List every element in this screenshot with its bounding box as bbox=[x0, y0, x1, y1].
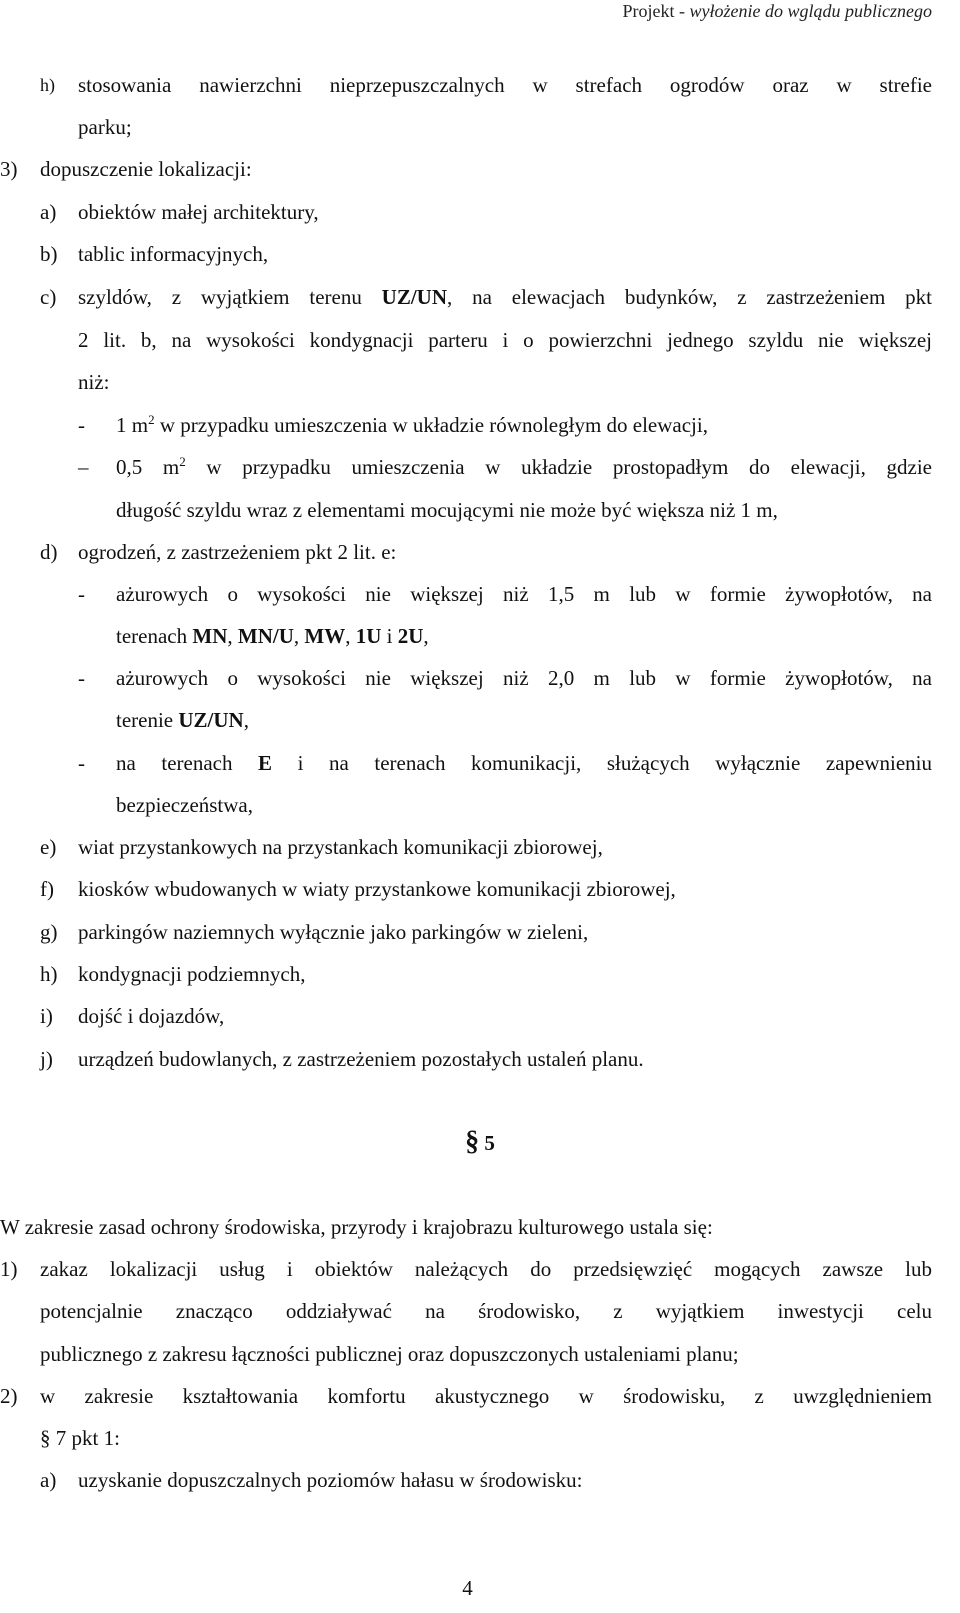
list-label: h) bbox=[40, 75, 55, 95]
text-run: , bbox=[227, 624, 238, 648]
text-run: 0,5 m bbox=[116, 455, 180, 479]
list-label: 2) bbox=[0, 1384, 18, 1408]
paragraph-text: W zakresie zasad ochrony środowiska, przyrody i krajobrazu kulturowego ustala się: bbox=[0, 1215, 713, 1239]
text-run: w przypadku umieszczenia w układzie prostopadłym do elewacji, gdzie bbox=[185, 455, 932, 479]
list-label: g) bbox=[40, 920, 58, 944]
list-text: długość szyldu wraz z elementami mocującymi nie może być większa niż 1 m, bbox=[116, 498, 778, 522]
list-text: wiat przystankowych na przystankach komunikacji zbiorowej, bbox=[78, 835, 603, 859]
list-text: kiosków wbudowanych w wiaty przystankowe komunikacji zbiorowej, bbox=[78, 877, 676, 901]
list-label: a) bbox=[40, 200, 57, 224]
list-text: 2 lit. b, na wysokości kondygnacji parteru i o powierzchni jednego szyldu nie większej bbox=[78, 328, 932, 352]
section-heading bbox=[0, 1128, 960, 1157]
list-text: potencjalnie znacząco oddziaływać na środowisko, z wyjątkiem inwestycji celu bbox=[40, 1299, 932, 1323]
list-label: c) bbox=[40, 285, 57, 309]
list-text: kondygnacji podziemnych, bbox=[78, 962, 306, 986]
text-run: , bbox=[243, 708, 249, 732]
section-number: 5 bbox=[479, 1131, 495, 1155]
list-label: - bbox=[78, 582, 85, 606]
list-label: - bbox=[78, 666, 85, 690]
text-run: i na terenach komunikacji, służących wyłącznie zapewnieniu bbox=[272, 751, 932, 775]
list-text bbox=[116, 706, 932, 734]
header-prefix: Projekt - bbox=[622, 1, 690, 21]
list-text: obiektów małej architektury, bbox=[78, 200, 319, 224]
list-label: h) bbox=[40, 962, 58, 986]
list-text: ażurowych o wysokości nie większej niż 1,5 m lub w formie żywopłotów, na bbox=[116, 582, 932, 606]
list-label: b) bbox=[40, 242, 58, 266]
list-text: parku; bbox=[78, 115, 132, 139]
list-label: j) bbox=[40, 1047, 53, 1071]
zone-code: 2U bbox=[397, 624, 424, 648]
list-text: § 7 pkt 1: bbox=[40, 1426, 120, 1450]
zone-code: MN/U bbox=[237, 624, 294, 648]
list-text: niż: bbox=[78, 370, 110, 394]
list-label: e) bbox=[40, 835, 57, 859]
list-text: bezpieczeństwa, bbox=[116, 793, 254, 817]
superscript: 2 bbox=[179, 454, 186, 469]
list-label: a) bbox=[40, 1468, 57, 1492]
list-text: zakaz lokalizacji usług i obiektów należących do przedsięwzięć mogących zawsze lub bbox=[40, 1257, 932, 1281]
list-label: i) bbox=[40, 1004, 53, 1028]
text-run: terenie bbox=[116, 708, 179, 732]
list-text: parkingów naziemnych wyłącznie jako parkingów w zieleni, bbox=[78, 920, 589, 944]
list-label: d) bbox=[40, 540, 58, 564]
list-text: urządzeń budowlanych, z zastrzeżeniem pozostałych ustaleń planu. bbox=[78, 1047, 644, 1071]
list-text: ogrodzeń, z zastrzeżeniem pkt 2 lit. e: bbox=[78, 540, 397, 564]
text-run: , bbox=[293, 624, 305, 648]
list-text: dojść i dojazdów, bbox=[78, 1004, 225, 1028]
list-text: uzyskanie dopuszczalnych poziomów hałasu w środowisku: bbox=[78, 1468, 583, 1492]
list-text bbox=[116, 749, 932, 777]
text-run: szyldów, z wyjątkiem terenu bbox=[78, 285, 382, 309]
list-text: stosowania nawierzchni nieprzepuszczalnych w strefach ogrodów oraz w strefie bbox=[78, 73, 932, 97]
zone-code: 1U bbox=[355, 624, 382, 648]
list-text bbox=[116, 453, 932, 481]
list-text: dopuszczenie lokalizacji: bbox=[40, 157, 252, 181]
text-run: i bbox=[381, 624, 398, 648]
list-label: – bbox=[78, 455, 89, 479]
page-number: 4 bbox=[462, 1576, 473, 1600]
text-run: , na elewacjach budynków, z zastrzeżeniem pkt bbox=[447, 285, 932, 309]
zone-code: MN bbox=[192, 624, 228, 648]
text-run: terenach bbox=[116, 624, 193, 648]
list-text bbox=[116, 411, 932, 439]
list-text: publicznego z zakresu łączności publicznej oraz dopuszczonych ustaleniami planu; bbox=[40, 1342, 739, 1366]
text-run: , bbox=[423, 624, 429, 648]
section-sign: § bbox=[465, 1126, 480, 1157]
text-run: w przypadku umieszczenia w układzie równoległym do elewacji, bbox=[154, 413, 708, 437]
list-text: tablic informacyjnych, bbox=[78, 242, 269, 266]
zone-code: UZ/UN bbox=[381, 285, 448, 309]
list-text: ażurowych o wysokości nie większej niż 2,0 m lub w formie żywopłotów, na bbox=[116, 666, 932, 690]
list-text bbox=[78, 283, 932, 311]
text-run: 1 m bbox=[116, 413, 149, 437]
list-label: f) bbox=[40, 877, 54, 901]
header-status: wyłożenie do wglądu publicznego bbox=[689, 1, 932, 21]
list-label: 1) bbox=[0, 1257, 18, 1281]
page-header bbox=[623, 0, 932, 22]
list-text: w zakresie kształtowania komfortu akustycznego w środowisku, z uwzględnieniem bbox=[40, 1384, 932, 1408]
list-text bbox=[116, 622, 932, 650]
text-run: , bbox=[345, 624, 356, 648]
text-run: na terenach bbox=[116, 751, 259, 775]
zone-code: E bbox=[258, 751, 273, 775]
superscript: 2 bbox=[148, 412, 155, 427]
zone-code: MW bbox=[304, 624, 346, 648]
list-label: - bbox=[78, 751, 85, 775]
zone-code: UZ/UN bbox=[178, 708, 244, 732]
list-label: - bbox=[78, 413, 85, 437]
list-label: 3) bbox=[0, 157, 18, 181]
